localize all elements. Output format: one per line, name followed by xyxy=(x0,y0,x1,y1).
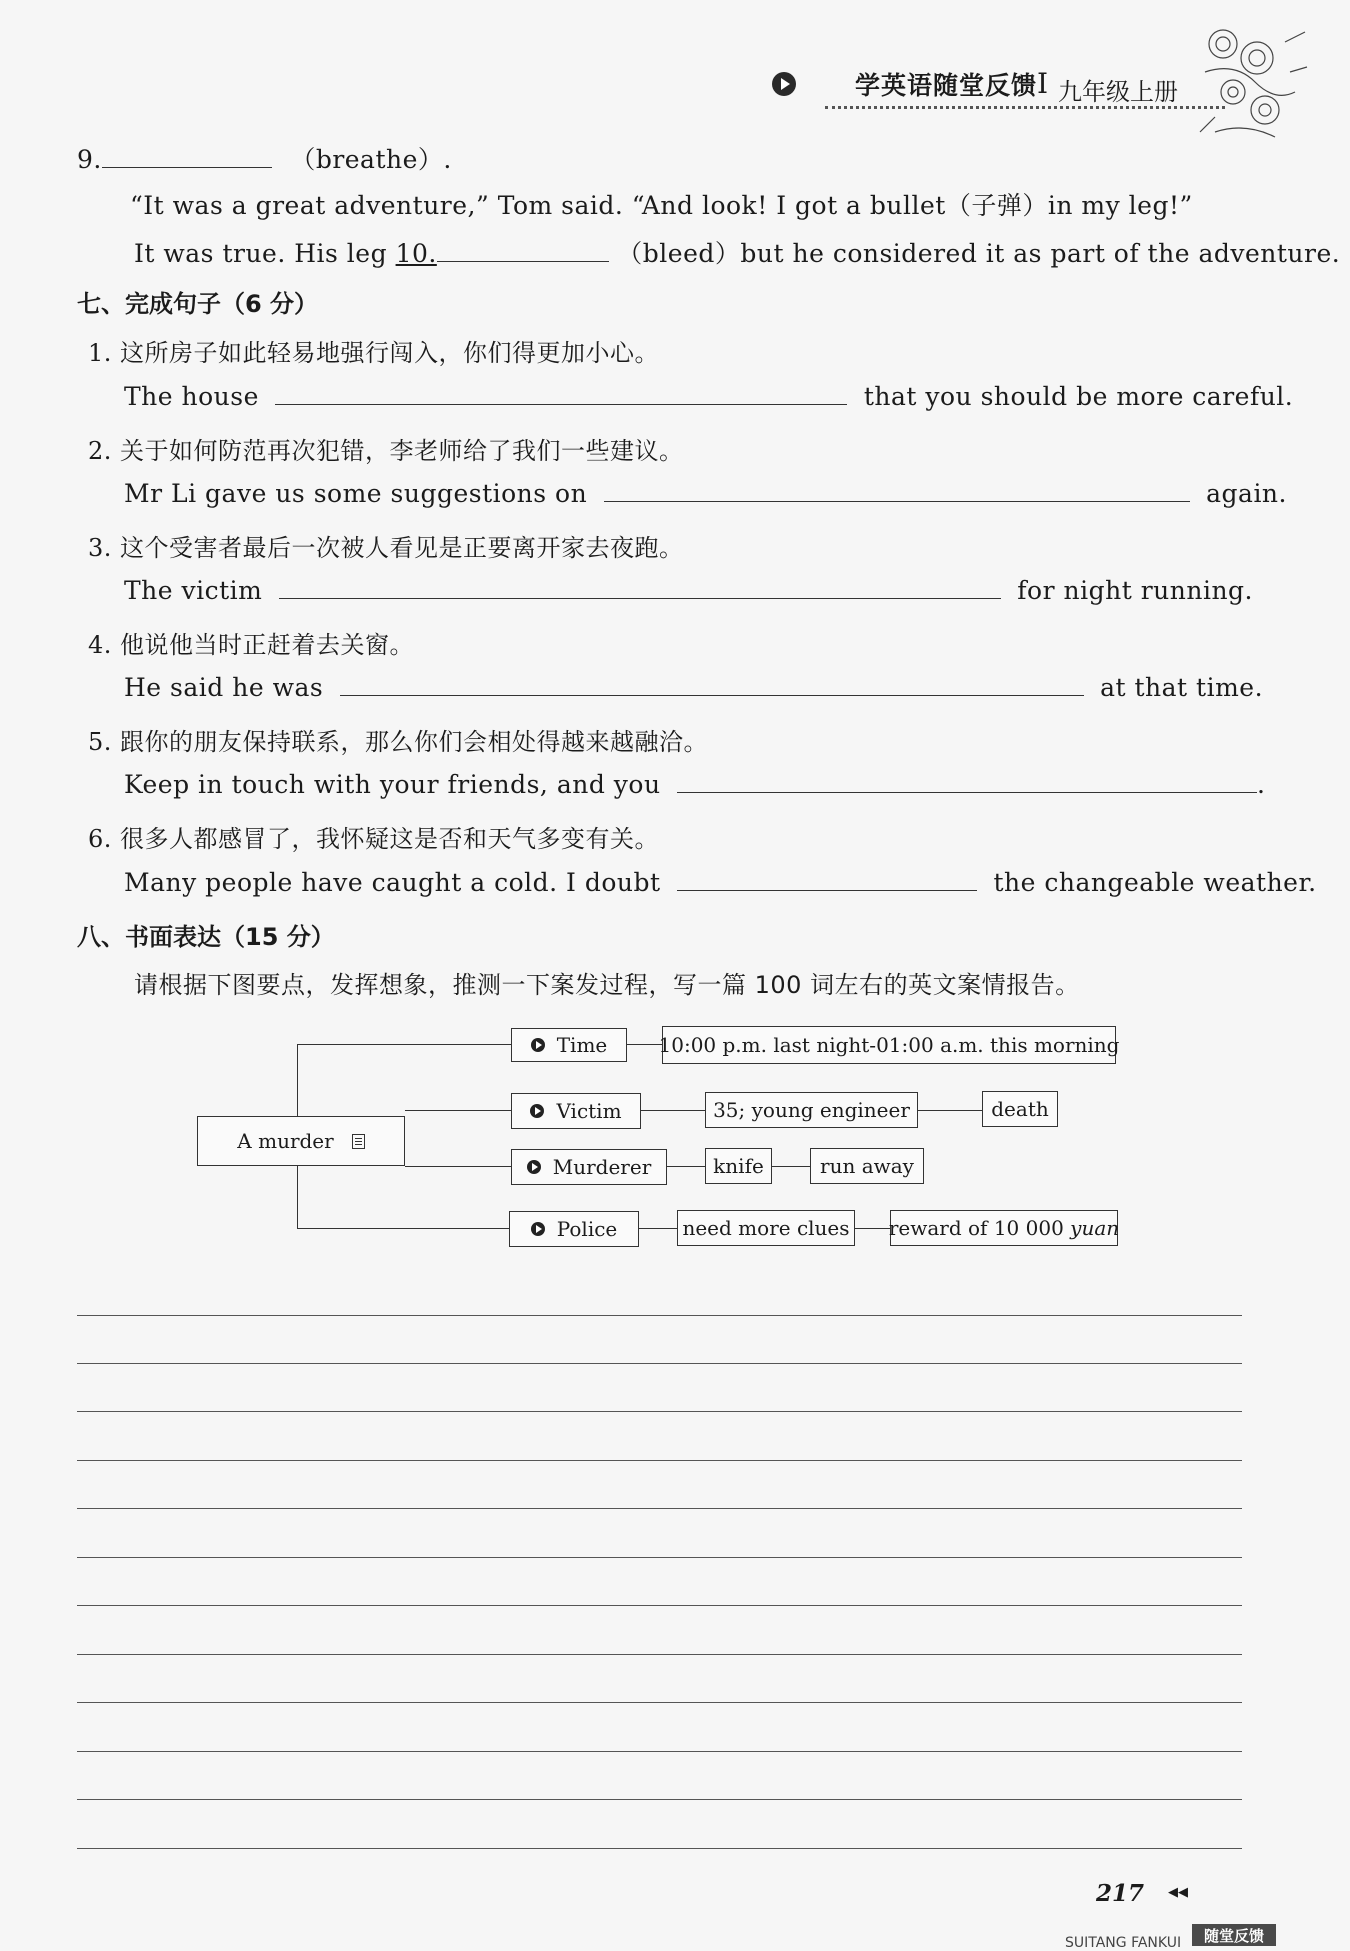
victim-link-2 xyxy=(918,1110,982,1111)
victim-node xyxy=(511,1093,641,1129)
title-separator: I xyxy=(1037,67,1049,100)
play-bullet-icon xyxy=(530,1104,544,1118)
q5-chinese: 5. 跟你的朋友保持联系，那么你们会相处得越来越融洽。 xyxy=(88,728,709,756)
time-link xyxy=(627,1044,662,1045)
q5-suffix: . xyxy=(1257,770,1266,799)
q4-prefix: He said he was xyxy=(124,673,324,702)
footer-tag: 随堂反馈 xyxy=(1192,1924,1276,1946)
play-bullet-icon xyxy=(527,1160,541,1174)
victim-detail-2 xyxy=(982,1091,1058,1127)
item-9-blank[interactable] xyxy=(102,143,272,168)
writing-line[interactable] xyxy=(77,1508,1242,1509)
q4-chinese: 4. 他说他当时正赶着去关窗。 xyxy=(88,631,415,659)
murderer-detail-1-text: knife xyxy=(713,1154,764,1178)
writing-line[interactable] xyxy=(77,1799,1242,1800)
victim-detail-1 xyxy=(705,1092,918,1128)
q6-suffix: the changeable weather. xyxy=(993,868,1317,897)
section-7-title: 七、完成句子（6 分） xyxy=(77,290,319,318)
murderer-detail-2 xyxy=(810,1148,924,1184)
quote-line: “It was a great adventure,” Tom said. “And look! I got a bullet（子弹）in my leg!” xyxy=(130,191,1193,220)
page-number: 217 xyxy=(1096,1880,1145,1907)
time-connector xyxy=(297,1044,511,1045)
q2-english xyxy=(124,477,1287,508)
time-detail xyxy=(658,1026,1120,1064)
double-arrow-icon: ◀◀ xyxy=(1168,1885,1188,1900)
police-detail-1-text: need more clues xyxy=(682,1216,850,1240)
writing-line[interactable] xyxy=(77,1848,1242,1849)
play-bullet-icon xyxy=(531,1222,545,1236)
grade-label: 九年级上册 xyxy=(1058,78,1178,106)
floral-decoration-icon xyxy=(1195,22,1310,150)
q1-chinese: 1. 这所房子如此轻易地强行闯入，你们得更加小心。 xyxy=(88,339,660,367)
murderer-detail-1 xyxy=(705,1148,772,1184)
section-8-title: 八、书面表达（15 分） xyxy=(77,923,335,951)
item-9-number: 9. xyxy=(77,145,102,174)
item-10-number: 10. xyxy=(395,239,437,268)
police-link-2 xyxy=(855,1228,890,1229)
victim-detail-2-text: death xyxy=(991,1097,1049,1121)
q3-suffix: for night running. xyxy=(1017,576,1253,605)
murderer-connector xyxy=(405,1166,511,1167)
q5-english xyxy=(124,768,1265,799)
q1-english xyxy=(124,380,1293,411)
q3-blank[interactable] xyxy=(279,574,1001,599)
police-detail-1 xyxy=(677,1210,855,1246)
police-connector xyxy=(297,1228,509,1229)
q6-blank[interactable] xyxy=(677,866,977,891)
q3-english xyxy=(124,574,1253,605)
header-dotted-rule xyxy=(825,106,1225,109)
victim-label: Victim xyxy=(556,1099,622,1123)
q4-english xyxy=(124,671,1263,702)
murderer-node xyxy=(511,1149,667,1185)
writing-line[interactable] xyxy=(77,1702,1242,1703)
writing-line[interactable] xyxy=(77,1654,1242,1655)
book-title: 学英语随堂反馈 xyxy=(855,71,1038,100)
item-9-line xyxy=(77,140,452,176)
root-node xyxy=(197,1116,405,1166)
q2-chinese: 2. 关于如何防范再次犯错，李老师给了我们一些建议。 xyxy=(88,437,684,465)
murderer-link-2 xyxy=(772,1166,810,1167)
police-label: Police xyxy=(556,1217,618,1241)
item-10-prefix: It was true. His leg xyxy=(134,239,388,268)
q3-chinese: 3. 这个受害者最后一次被人看见是正要离开家去夜跑。 xyxy=(88,534,684,562)
time-detail-text: 10:00 p.m. last night-01:00 a.m. this morning xyxy=(658,1033,1120,1057)
writing-line[interactable] xyxy=(77,1751,1242,1752)
q4-blank[interactable] xyxy=(340,671,1084,696)
document-icon xyxy=(352,1134,365,1149)
police-detail-2-unit: yuan xyxy=(1070,1216,1120,1240)
writing-line[interactable] xyxy=(77,1363,1242,1364)
q2-prefix: Mr Li gave us some suggestions on xyxy=(124,479,588,508)
q1-prefix: The house xyxy=(124,382,259,411)
murderer-detail-2-text: run away xyxy=(820,1154,914,1178)
writing-line[interactable] xyxy=(77,1605,1242,1606)
play-bullet-icon xyxy=(531,1038,545,1052)
writing-line[interactable] xyxy=(77,1315,1242,1316)
victim-link-1 xyxy=(641,1110,705,1111)
q2-suffix: again. xyxy=(1206,479,1287,508)
victim-connector xyxy=(405,1110,511,1111)
q1-suffix: that you should be more careful. xyxy=(863,382,1294,411)
q1-blank[interactable] xyxy=(275,380,847,405)
q6-english xyxy=(124,866,1317,897)
police-detail-2-text: reward of 10 000 xyxy=(888,1216,1071,1240)
q6-prefix: Many people have caught a cold. I doubt xyxy=(124,868,661,897)
murderer-link-1 xyxy=(667,1166,705,1167)
q3-prefix: The victim xyxy=(124,576,263,605)
item-10-hint: （bleed）but he considered it as part of the adventure. xyxy=(617,239,1341,268)
police-link-1 xyxy=(639,1228,677,1229)
footer-pinyin: SUITANG FANKUI xyxy=(1065,1935,1182,1951)
police-node xyxy=(509,1211,639,1247)
q6-chinese: 6. 很多人都感冒了，我怀疑这是否和天气多变有关。 xyxy=(88,825,660,853)
murderer-label: Murderer xyxy=(552,1155,652,1179)
writing-line[interactable] xyxy=(77,1460,1242,1461)
time-node xyxy=(511,1028,627,1062)
item-10-line xyxy=(134,234,1340,270)
writing-line[interactable] xyxy=(77,1411,1242,1412)
play-icon xyxy=(772,72,796,96)
police-detail-2 xyxy=(890,1210,1118,1246)
q4-suffix: at that time. xyxy=(1100,673,1264,702)
item-9-hint: （breathe）. xyxy=(290,145,452,174)
victim-detail-1-text: 35; young engineer xyxy=(713,1098,910,1122)
q2-blank[interactable] xyxy=(604,477,1190,502)
writing-instruction: 请根据下图要点，发挥想象，推测一下案发过程，写一篇 100 词左右的英文案情报告。 xyxy=(134,971,1080,999)
root-label: A murder xyxy=(237,1129,334,1153)
writing-line[interactable] xyxy=(77,1557,1242,1558)
q5-prefix: Keep in touch with your friends, and you xyxy=(124,770,661,799)
item-10-blank[interactable] xyxy=(437,237,609,262)
q5-blank[interactable] xyxy=(677,768,1257,793)
time-label: Time xyxy=(556,1033,608,1057)
